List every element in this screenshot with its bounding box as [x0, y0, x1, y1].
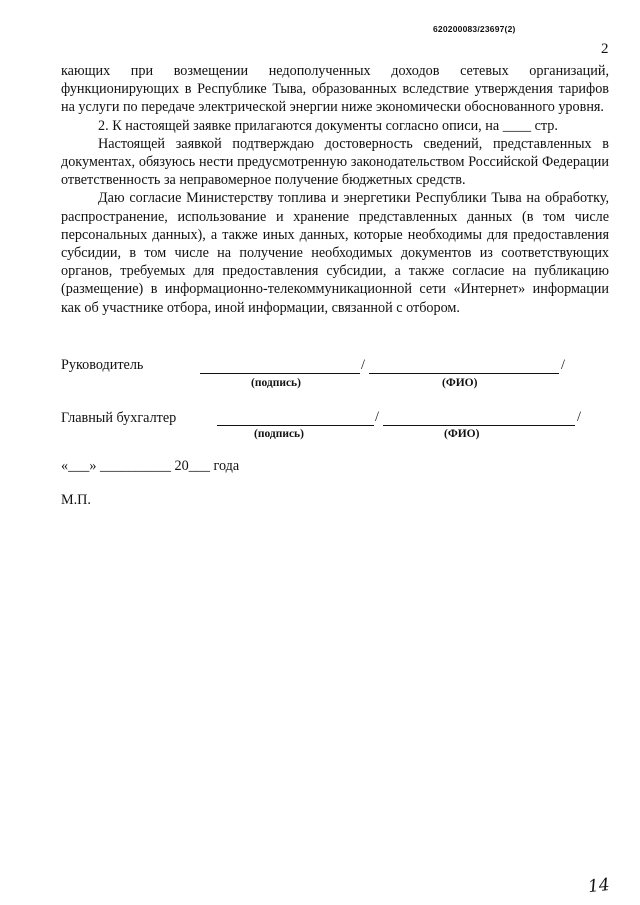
date-close-quote: » — [89, 458, 97, 474]
accountant-signature-caption: (подпись) — [254, 428, 304, 440]
document-body — [61, 62, 609, 317]
date-line — [61, 458, 239, 475]
date-year-blank: ___ — [188, 458, 210, 474]
date-month-blank: __________ — [100, 458, 171, 474]
date-year-word: года — [213, 458, 240, 474]
head-label: Руководитель — [61, 357, 144, 373]
document-id: 620200083/23697(2) — [433, 24, 516, 34]
stamp-place: М.П. — [61, 492, 91, 508]
paragraph-3: Настоящей заявкой подтверждаю достоверность сведений, представленных в документах, обязуюсь нести предусмотренную законодательством Российской Федерации ответственность за неправомерное получение бюджетных средств. — [61, 135, 609, 189]
paragraph-1-continued: кающих при возмещении недополученных доходов сетевых организаций, функционирующих в Республике Тыва, образованных вследствие утверждения тарифов на услуги по передаче электрической энергии ниже экономически обоснованного уровня. — [61, 63, 609, 116]
head-name-caption: (ФИО) — [442, 377, 478, 389]
accountant-name-caption: (ФИО) — [444, 428, 480, 440]
handwritten-page-number: 14 — [587, 874, 611, 898]
paragraph-4: Даю согласие Министерству топлива и энергетики Республики Тыва на обработку, распространение, использование и хранение представленных данных (в том числе персональных данных), а также иных данных, которые необходимы для предоставления субсидии, в том числе на получение необходимых документов из соответствующих органов, требуемых для предоставления субсидии, а также согласие на публикацию (размещение) в информационно-телекоммуникационной сети «Интернет» информации как об участнике отбора, иной информации, связанной с отбором. — [61, 190, 609, 316]
head-signature-line — [200, 373, 360, 374]
paragraph-2: 2. К настоящей заявке прилагаются документы согласно описи, на ____ стр. — [98, 117, 558, 134]
accountant-signature-line — [217, 425, 374, 426]
head-signature-caption: (подпись) — [251, 377, 301, 389]
date-year-prefix: 20 — [174, 458, 189, 474]
date-open-quote: « — [61, 458, 69, 474]
accountant-slash-1: / — [375, 409, 379, 425]
accountant-name-line — [383, 425, 575, 426]
page-number: 2 — [601, 41, 609, 57]
accountant-slash-2: / — [577, 409, 581, 425]
date-day-blank: ___ — [68, 458, 90, 474]
head-name-line — [369, 373, 559, 374]
accountant-label: Главный бухгалтер — [61, 410, 177, 426]
head-slash-2: / — [561, 357, 565, 373]
head-slash-1: / — [361, 357, 365, 373]
